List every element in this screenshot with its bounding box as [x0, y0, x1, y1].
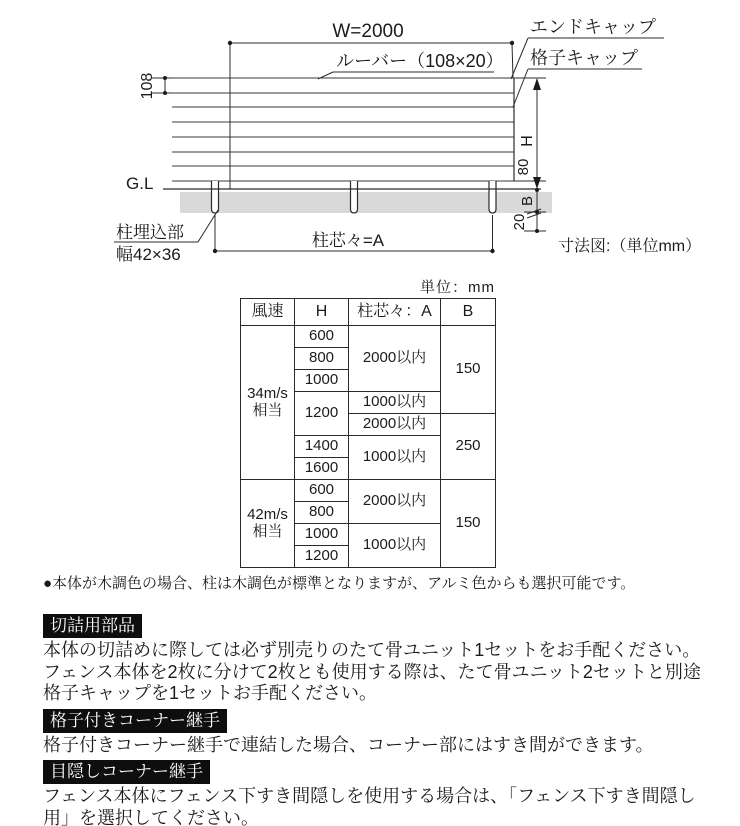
dim-dot: [163, 91, 167, 95]
wind-speed-cell: 34m/s相当: [241, 326, 295, 480]
section-title-lattice-corner-joint: 格子付きコーナー継手: [43, 709, 227, 733]
notes-area: [43, 574, 705, 826]
width-dimension-label: W=2000: [332, 21, 404, 42]
table-unit-label: 単位：mm: [420, 279, 495, 296]
post-pitch-label: 柱芯々=A: [311, 231, 385, 250]
lattice-cap-leader: [513, 69, 528, 107]
end-cap-label: エンドキャップ: [530, 17, 656, 37]
lattice-cap-label: 格子キャップ: [530, 48, 638, 68]
height-dimension-label: H: [519, 135, 536, 147]
diagram-caption: 寸法図:（単位mm）: [558, 238, 702, 255]
height-cell: 1000: [295, 370, 349, 392]
dim-dot: [213, 249, 217, 253]
height-cell: 1200: [295, 546, 349, 568]
post-pitch-cell: 1000以内: [349, 436, 441, 480]
post-pitch-cell: 2000以内: [349, 480, 441, 524]
post-left: [212, 181, 219, 213]
table-header-row: [241, 299, 496, 326]
ground-line-label: G.L: [126, 174, 154, 193]
wind-speed-cell: 42m/s相当: [241, 480, 295, 568]
dim-dot: [535, 188, 539, 192]
height-cell: 800: [295, 348, 349, 370]
dim-dot: [535, 210, 539, 214]
height-cell: 1000: [295, 524, 349, 546]
post-pitch-cell: 2000以内: [349, 414, 441, 436]
dim-dot: [490, 249, 494, 253]
height-cell: 1400: [295, 436, 349, 458]
section-body-privacy-corner-joint: フェンス本体にフェンス下すき間隠しを使用する場合は、「フェンス下すき間隠し用」を選択してください。: [43, 786, 696, 826]
header-h: H: [295, 299, 349, 326]
post-embed-size-label: 幅42×36: [116, 245, 181, 264]
table-row: [241, 326, 496, 348]
embed-b-label: B: [519, 195, 536, 207]
note-section-privacy-corner-joint: [43, 760, 705, 826]
header-b: B: [441, 299, 496, 326]
embed-depth-cell: 150: [441, 326, 496, 414]
dim-dot: [228, 41, 232, 45]
bottom-gap-label: 80: [515, 158, 532, 176]
dim-dot: [163, 76, 167, 80]
post-embed-label: 柱埋込部: [116, 223, 184, 242]
post-pitch-cell: 1000以内: [349, 392, 441, 414]
embed-depth-cell: 150: [441, 480, 496, 568]
height-cell: 600: [295, 326, 349, 348]
louver-lines: [172, 78, 514, 181]
note-section-lattice-corner-joint: [43, 709, 705, 757]
height-cell: 800: [295, 502, 349, 524]
dim-dot: [535, 229, 539, 233]
note-section-cut-parts: [43, 614, 705, 705]
dim-dot: [535, 179, 539, 183]
post-middle: [351, 181, 358, 213]
section-body-lattice-corner-joint: 格子付きコーナー継手で連結した場合、コーナー部にはすき間ができます。: [43, 734, 654, 755]
section-title-privacy-corner-joint: 目隠しコーナー継手: [43, 760, 210, 784]
section-title-cut-parts: 切詰用部品: [43, 614, 142, 638]
louver-label: ルーバー（108×20）: [336, 51, 504, 71]
header-a: 柱芯々：A: [349, 299, 441, 326]
height-cell: 1600: [295, 458, 349, 480]
pitch-dimension-label: 108: [139, 72, 156, 100]
height-cell: 1200: [295, 392, 349, 436]
post-right: [489, 181, 496, 213]
arrow-up-icon: [533, 78, 541, 90]
post-pitch-cell: 2000以内: [349, 326, 441, 392]
dim-dot: [510, 41, 514, 45]
color-note: ●本体が木調色の場合、柱は木調色が標準となりますが、アルミ色からも選択可能です。: [43, 575, 636, 592]
height-cell: 600: [295, 480, 349, 502]
embed-depth-cell: 250: [441, 414, 496, 480]
table-row: [241, 480, 496, 502]
wind-spec-table: [240, 298, 496, 568]
section-body-cut-parts: 本体の切詰めに際しては必ず別売りのたて骨ユニット1セットをお手配ください。フェンス本体を2枚に分けて2枚とも使用する際は、たて骨ユニット2セットと別途格子キャップを1セットお手配ください。: [43, 640, 701, 703]
embed-20-label: 20: [511, 213, 528, 231]
header-wind: 風速: [241, 299, 295, 326]
fence-dimension-diagram: [0, 0, 740, 272]
post-pitch-cell: 1000以内: [349, 524, 441, 568]
